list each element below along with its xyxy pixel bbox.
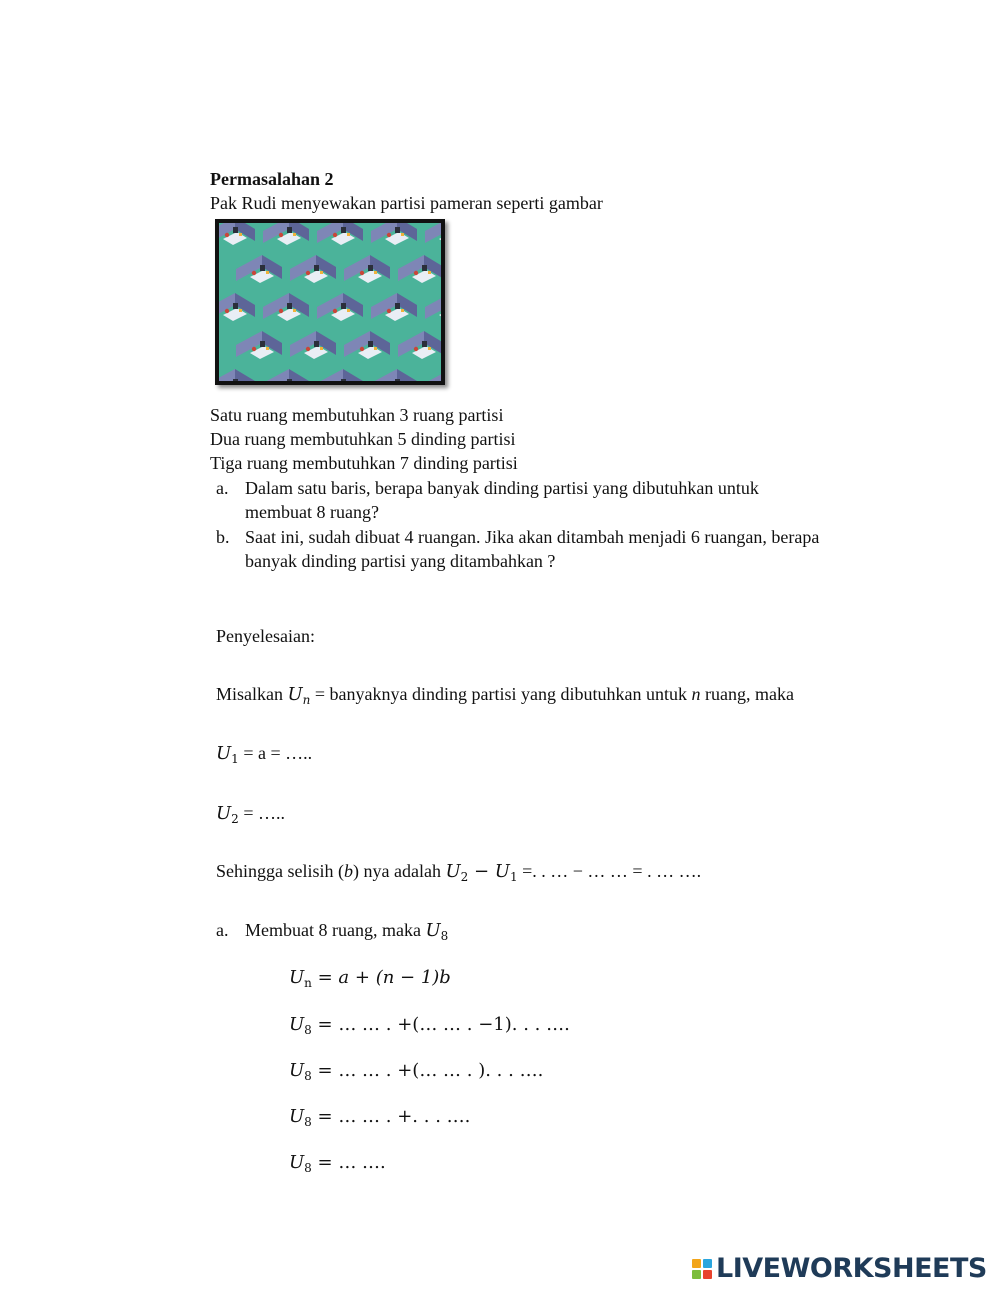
fact-2: Dua ruang membutuhkan 5 dinding partisi xyxy=(210,429,516,449)
fact-3: Tiga ruang membutuhkan 7 dinding partisi xyxy=(210,453,518,473)
part-a-marker: a. xyxy=(216,920,229,940)
logo-square-e xyxy=(703,1270,712,1279)
logo-text: LIVEWORKSHEETS xyxy=(716,1253,987,1284)
formula-step-1: $U_8$ = … … . +(… … . −1). . . …. xyxy=(289,1014,570,1037)
formula-result: $U_8$ = … …. xyxy=(289,1152,386,1175)
solution-heading: Penyelesaian: xyxy=(216,626,315,646)
formula-general: $U_n = a + (n - 1)b$ xyxy=(289,967,451,990)
question-a-marker: a. xyxy=(216,478,229,498)
logo-squares-icon xyxy=(692,1259,712,1279)
definition-line: Misalkan $U_n$ = banyaknya dinding partisi yang dibutuhkan untuk n ruang, maka xyxy=(216,684,794,707)
question-b-line-2: banyak dinding partisi yang ditambahkan ? xyxy=(245,551,556,571)
formula-step-2: $U_8$ = … … . +(… … . ). . . …. xyxy=(289,1060,544,1083)
problem-title: Permasalahan 2 xyxy=(210,169,334,189)
liveworksheets-logo xyxy=(692,1254,987,1284)
u2-line: $U_2$ = ….. xyxy=(216,803,285,826)
difference-line: Sehingga selisih (b) nya adalah $U_2 - U_1$ =. . … − … … = . … …. xyxy=(216,861,702,884)
logo-square-l xyxy=(692,1259,701,1268)
question-a-line-2: membuat 8 ruang? xyxy=(245,502,379,522)
logo-square-i xyxy=(703,1259,712,1268)
exhibition-partition-cubicles-illustration xyxy=(215,219,445,385)
part-a-line: Membuat 8 ruang, maka $U_8$ xyxy=(245,920,449,943)
problem-intro: Pak Rudi menyewakan partisi pameran seperti gambar xyxy=(210,193,603,213)
fact-1: Satu ruang membutuhkan 3 ruang partisi xyxy=(210,405,504,425)
logo-square-v xyxy=(692,1270,701,1279)
u1-line: $U_1 = a$ = ….. xyxy=(216,743,313,766)
question-a-line-1: Dalam satu baris, berapa banyak dinding partisi yang dibutuhkan untuk xyxy=(245,478,759,498)
question-b-line-1: Saat ini, sudah dibuat 4 ruangan. Jika akan ditambah menjadi 6 ruangan, berapa xyxy=(245,527,820,547)
question-b-marker: b. xyxy=(216,527,230,547)
formula-step-3: $U_8$ = … … . +. . . …. xyxy=(289,1106,471,1129)
